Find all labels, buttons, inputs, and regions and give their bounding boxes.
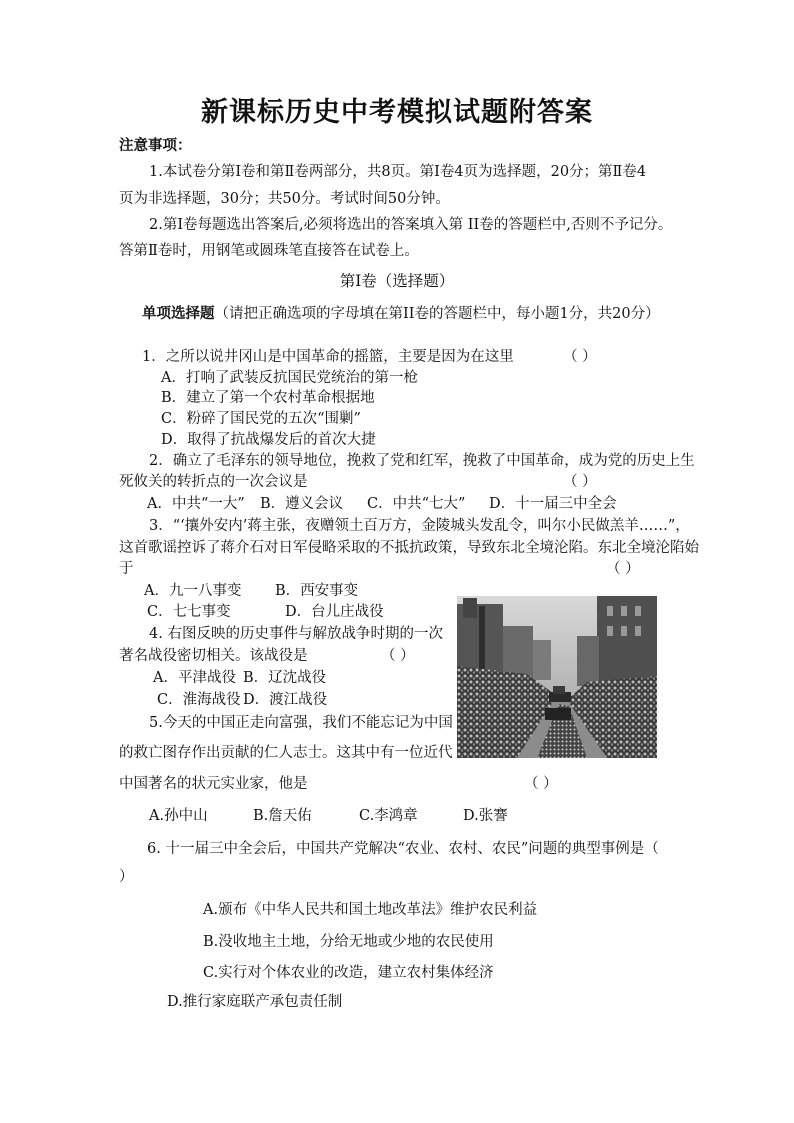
instruction	[142, 305, 660, 323]
q2-option-b: B．遵义会议	[260, 496, 344, 512]
q5-line-3: 中国著名的状元实业家，他是	[119, 776, 308, 792]
q1-option-d: D．取得了抗战爆发后的首次大捷	[161, 432, 376, 448]
q4-option-a: A．平津战役	[153, 670, 236, 686]
q2-line-2: 死攸关的转折点的一次会议是	[119, 474, 308, 490]
q4-option-d: D．渡江战役	[243, 692, 328, 708]
q5-option-d: D.张謇	[463, 808, 508, 824]
q3-option-d: D．台儿庄战役	[285, 604, 384, 620]
instruction-text: （请把正确选项的字母填在第II卷的答题栏中，每小题1分，共20分）	[214, 306, 660, 322]
notice-item-2-line-1: 2.第Ⅰ卷每题选出答案后,必须将选出的答案填入第 II卷的答题栏中,否则不予记分。	[149, 217, 673, 233]
section-title: 第Ⅰ卷（选择题）	[339, 272, 455, 290]
notice-item-1-line-2: 页为非选择题，30分；共50分。考试时间50分钟。	[119, 191, 450, 207]
q3-line-3: 于	[119, 561, 134, 577]
q2-option-c: C．中共“七大”	[367, 496, 466, 512]
q3-answer-paren: （ ）	[606, 561, 640, 577]
q6-option-a: A.颁布《中华人民共和国土地改革法》维护农民利益	[203, 902, 538, 918]
q3-option-c: C．七七事变	[147, 604, 231, 620]
page-title: 新课标历史中考模拟试题附答案	[201, 97, 593, 128]
q6-option-b: B.没收地主土地，分给无地或少地的农民使用	[203, 934, 494, 950]
q1-stem: 1．之所以说井冈山是中国革命的摇篮，主要是因为在这里	[142, 349, 514, 365]
q1-option-a: A．打响了武装反抗国民党统治的第一枪	[161, 370, 418, 386]
q4-line-1: 4. 右图反映的历史事件与解放战争时期的一次	[149, 626, 443, 642]
q5-option-a: A.孙中山	[149, 808, 208, 824]
q5-answer-paren: （ ）	[524, 776, 558, 792]
q2-option-d: D．十一届三中全会	[489, 496, 617, 512]
q1-option-c: C．粉碎了国民党的五次“围剿”	[161, 411, 361, 427]
notice-item-1-line-1: 1.本试卷分第Ⅰ卷和第Ⅱ卷两部分，共8页。第Ⅰ卷4页为选择题，20分；第Ⅱ卷4	[149, 164, 647, 180]
q3-line-2: 这首歌谣控诉了蒋介石对日军侵略采取的不抵抗政策，导致东北全境沦陷。东北全境沦陷始	[119, 540, 699, 556]
q3-line-1: 3．“‘攘外安内’蒋主张，夜赠领土百万方，金陵城头发乱令，叫尔小民做羔羊……”，	[149, 518, 690, 534]
q4-answer-paren: （ ）	[381, 648, 415, 664]
q6-line-1: 6. 十一届三中全会后，中国共产党解决“农业、农村、农民”问题的典型事例是（	[147, 841, 659, 857]
q2-line-1: 2．确立了毛泽东的领导地位，挽救了党和红军，挽救了中国革命，成为党的历史上生	[149, 453, 695, 469]
q5-line-1: 5.今天的中国正走向富强，我们不能忘记为中国	[149, 715, 453, 731]
q4-option-c: C．淮海战役	[157, 692, 241, 708]
q5-option-c: C.李鸿章	[359, 808, 418, 824]
q5-option-b: B.詹天佑	[253, 808, 312, 824]
q4-line-2: 著名战役密切相关。该战役是	[119, 648, 308, 664]
q6-option-d: D.推行家庭联产承包责任制	[167, 994, 343, 1010]
q1-answer-paren: （ ）	[563, 349, 597, 365]
historical-photo	[457, 596, 657, 758]
notice-item-2-line-2: 答第Ⅱ卷时，用钢笔或圆珠笔直接答在试卷上。	[119, 243, 419, 259]
q3-option-a: A．九一八事变	[144, 583, 242, 599]
q6-option-c: C.实行对个体农业的改造，建立农村集体经济	[203, 965, 494, 981]
q2-answer-paren: （ ）	[563, 474, 597, 490]
q2-option-a: A．中共“一大”	[147, 496, 245, 512]
q6-line-2: ）	[119, 869, 134, 885]
q3-option-b: B．西安事变	[275, 583, 359, 599]
instruction-label: 单项选择题	[142, 305, 215, 322]
crowd-parade-image	[457, 596, 657, 758]
q4-option-b: B．辽沈战役	[243, 670, 327, 686]
q1-option-b: B．建立了第一个农村革命根据地	[161, 390, 375, 406]
q5-line-2: 的救亡图存作出贡献的仁人志士。这其中有一位近代	[119, 745, 453, 761]
notice-heading: 注意事项：	[119, 137, 192, 154]
